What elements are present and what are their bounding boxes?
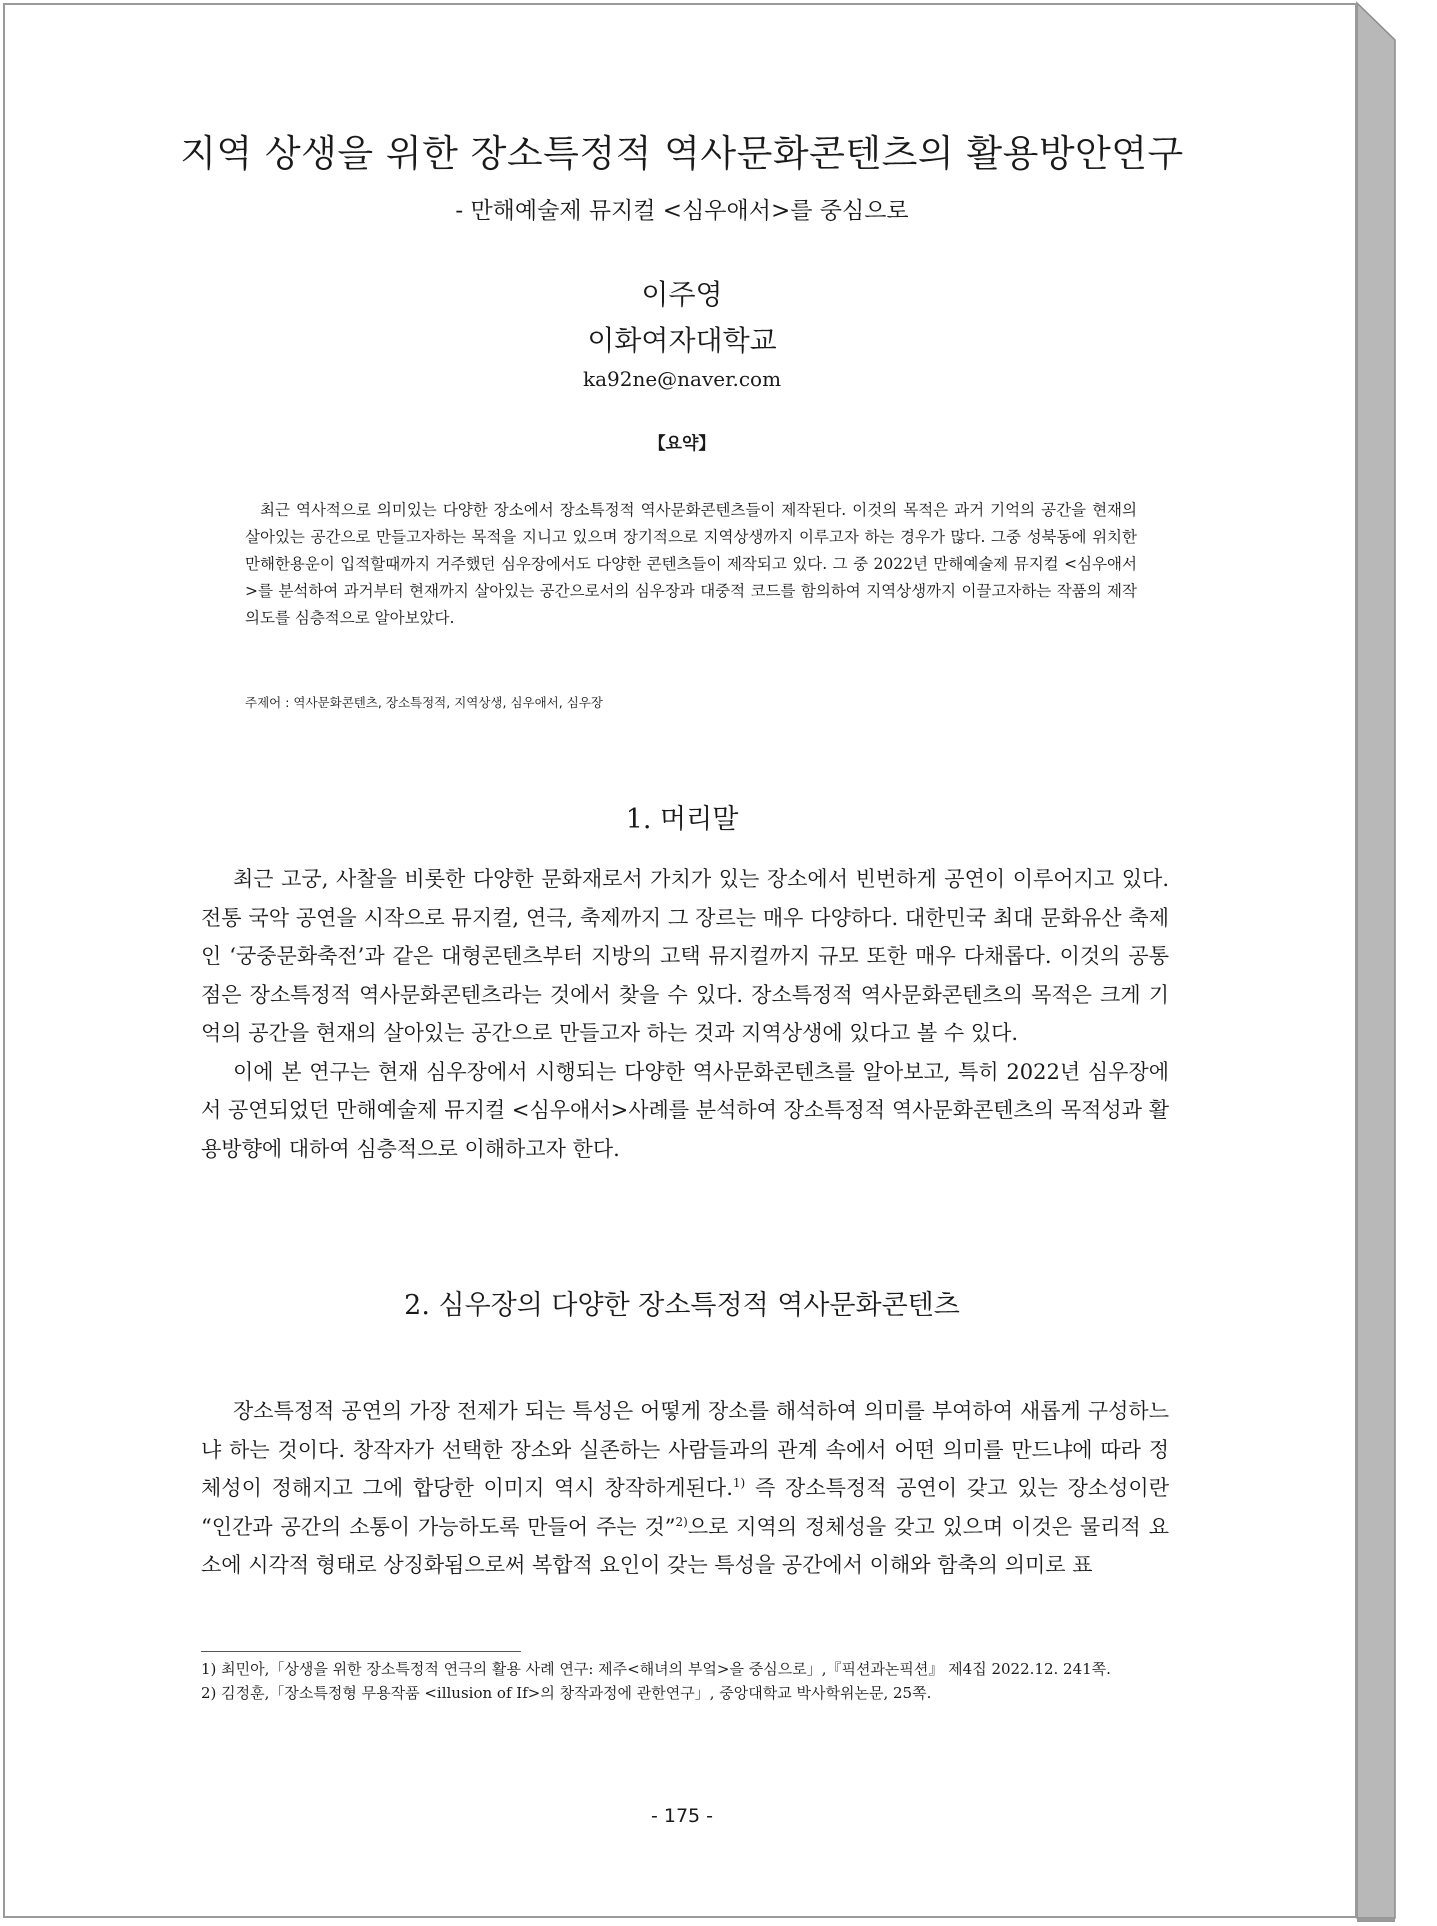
abstract-heading: 【요약】 [648,434,716,454]
section-2-paragraph [201,1392,1169,1585]
footnote-divider [201,1651,521,1652]
footnote-ref-2: 2) [675,1514,688,1529]
abstract-text: 최근 역사적으로 의미있는 다양한 장소에서 장소특정적 역사문화콘텐츠들이 제작된다. 이것의 목적은 과거 기억의 공간을 현재의 살아있는 공간으로 만들고자하는 목적을 지니고 있으며 장기적으로 지역상생까지 이루고자 하는 경우가 많다. 그중 성북동에 위치한 만해한용운이 입적할때까지 거주했던 심우장에서도 다양한 콘텐츠들이 제작되고 있다. 그 중 2022년 만해예술제 뮤지컬 <심우애서>를 분석하여 과거부터 현재까지 살아있는 공간으로서의 심우장과 대중적 코드를 함의하여 지역상생까지 이끌고자하는 작품의 제작의도를 심층적으로 알아보았다. [245,501,1137,627]
section-2-text-part: 즉 장소특정적 공연이 갖고 있는 장소성이란 “인간과 공간의 소통이 가능하도록 만들어 주는 것” [201,1476,1169,1539]
page-number: - 175 - [650,1805,714,1827]
keywords-list: 역사문화콘텐츠, 장소특정적, 지역상생, 심우애서, 심우장 [293,695,603,710]
footnote-ref-1: 1) [732,1476,746,1490]
section-2-text-part: 으로 지역의 정체성을 갖고 있으며 이것은 물리적 요소에 시각적 형태로 상징화됨으로써 복합적 요인이 갖는 특성을 공간에서 이해와 함축의 의미로 표 [201,1514,1169,1577]
section-2-body [201,1392,1169,1585]
section-1-body [201,860,1169,1168]
author-affiliation: 이화여자대학교 [587,324,777,357]
section-1-paragraph: 이에 본 연구는 현재 심우장에서 시행되는 다양한 역사문화콘텐츠를 알아보고, 특히 2022년 심우장에서 공연되었던 만해예술제 뮤지컬 <심우애서>사례를 분석하여 장소특정적 역사문화콘텐츠의 목적성과 활용방향에 대하여 심층적으로 이해하고자 한다. [201,1059,1169,1161]
footnote-2: 2) 김정훈,「장소특정형 무용작품 <illusion of If>의 창작과정에 관한연구」, 중앙대학교 박사학위논문, 25쪽. [201,1684,932,1702]
author-name: 이주영 [641,278,723,311]
footnote-1: 1) 최민아,「상생을 위한 장소특정적 연극의 활용 사례 연구: 제주<해녀의 부엌>을 중심으로」,『픽션과논픽션』 제4집 2022.12. 241쪽. [201,1660,1111,1678]
section-1-paragraph: 최근 고궁, 사찰을 비롯한 다양한 문화재로서 가치가 있는 장소에서 빈번하게 공연이 이루어지고 있다. 전통 국악 공연을 시작으로 뮤지컬, 연극, 축제까지 그 장르는 매우 다양하다. 대한민국 최대 문화유산 축제인 ‘궁중문화축전’과 같은 대형콘텐츠부터 지방의 고택 뮤지컬까지 규모 또한 매우 다채롭다. 이것의 공통점은 장소특정적 역사문화콘텐츠라는 것에서 찾을 수 있다. 장소특정적 역사문화콘텐츠의 목적은 크게 기억의 공간을 현재의 살아있는 공간으로 만들고자 하는 것과 지역상생에 있다고 볼 수 있다. [201,867,1169,1045]
paper-subtitle: - 만해예술제 뮤지컬 <심우애서>를 중심으로 [455,198,909,224]
section-2-text-part: 장소특정적 공연의 가장 전제가 되는 특성은 어떻게 장소를 해석하여 의미를 부여하여 새롭게 구성하느냐 하는 것이다. 창작자가 선택한 장소와 실존하는 사람들과의 관계 속에서 어떤 의미를 만드냐에 따라 정체성이 정해지고 그에 합당한 이미지 역시 창작하게된다. [201,1399,1169,1500]
keywords-label: 주제어 : [245,695,290,710]
keywords [245,693,1137,711]
paper-page [3,3,1357,1918]
author-email: ka92ne@naver.com [582,367,782,391]
footnotes [201,1657,1169,1705]
section-2-heading: 2. 심우장의 다양한 장소특정적 역사문화콘텐츠 [404,1290,960,1321]
section-1-heading: 1. 머리말 [625,804,739,835]
paper-title: 지역 상생을 위한 장소특정적 역사문화콘텐츠의 활용방안연구 [180,132,1184,175]
